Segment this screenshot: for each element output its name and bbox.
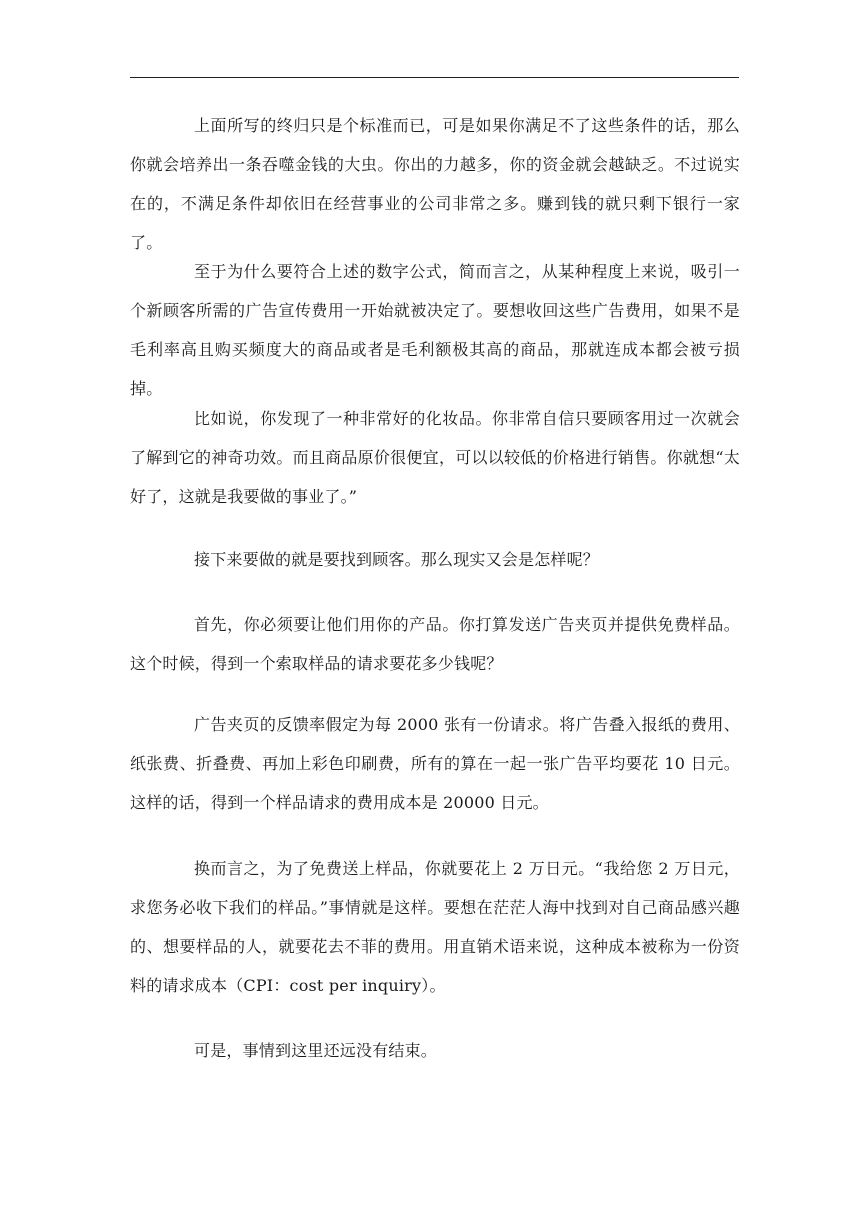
paragraph-3: 比如说，你发现了一种非常好的化妆品。你非常自信只要顾客用过一次就会了解到它的神奇功效。而且商品原价很便宜，可以以较低的价格进行销售。你就想“太好了，这就是我要做的事业了。” <box>130 409 740 506</box>
paragraph-4: 接下来要做的就是要找到顾客。那么现实又会是怎样呢？ <box>194 550 600 569</box>
header-rule <box>130 77 739 78</box>
paragraph-7: 换而言之，为了免费送上样品，你就要花上 2 万日元。“我给您 2 万日元，求您务必收下我们的样品。”事情就是这样。要想在茫茫人海中找到对自己商品感兴趣的、想要样品的人，就要花去不菲的费用。用直销术语来说，这种成本被称为一份资料的请求成本（CPI：cost per inquiry）。 <box>130 859 740 995</box>
paragraph-2: 至于为什么要符合上述的数字公式，简而言之，从某种程度上来说，吸引一个新顾客所需的广告宣传费用一开始就被决定了。要想收回这些广告费用，如果不是毛利率高且购买频度大的商品或者是毛利额极其高的商品，那就连成本都会被亏损掉。 <box>130 262 740 398</box>
paragraph-1: 上面所写的终归只是个标准而已，可是如果你满足不了这些条件的话，那么你就会培养出一条吞噬金钱的大虫。你出的力越多，你的资金就会越缺乏。不过说实在的，不满足条件却依旧在经营事业的公司非常之多。赚到钱的就只剩下银行一家了。 <box>130 116 740 252</box>
paragraph-5: 首先，你必须要让他们用你的产品。你打算发送广告夹页并提供免费样品。这个时候，得到一个索取样品的请求要花多少钱呢？ <box>130 615 740 673</box>
paragraph-8: 可是，事情到这里还远没有结束。 <box>194 1041 438 1060</box>
paragraph-6: 广告夹页的反馈率假定为每 2000 张有一份请求。将广告叠入报纸的费用、纸张费、折叠费、再加上彩色印刷费，所有的算在一起一张广告平均要花 10 日元。这样的话，得到一个样品请求的费用成本是 20000 日元。 <box>130 715 740 812</box>
